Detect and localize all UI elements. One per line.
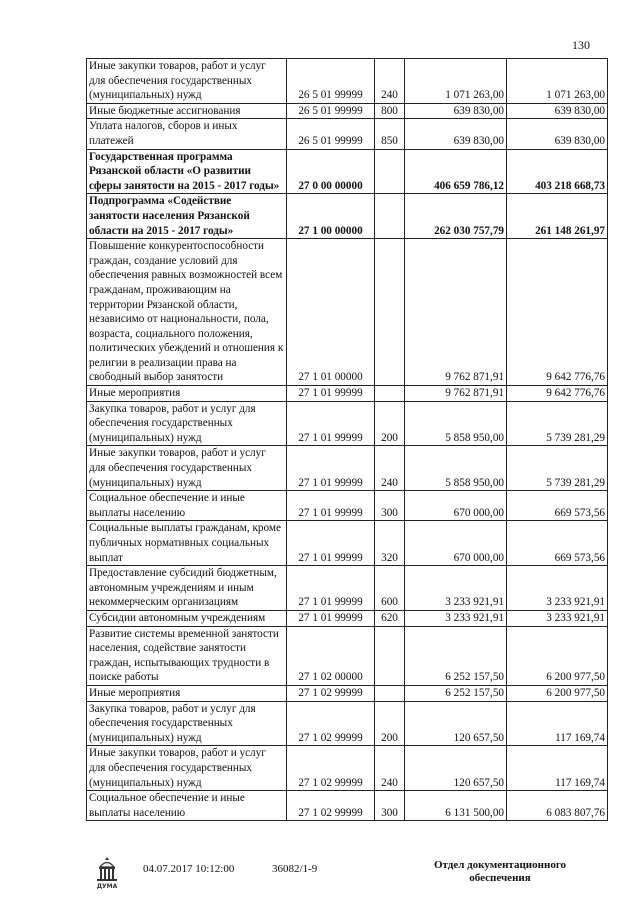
row-code-cell: 27 1 02 99999 xyxy=(287,746,375,791)
row-code-cell: 26 5 01 99999 xyxy=(287,103,375,119)
row-type-cell: 240 xyxy=(375,746,405,791)
table-row xyxy=(87,239,608,386)
row-sum-2017-cell: 9 642 776,76 xyxy=(507,386,608,402)
page-number: 130 xyxy=(572,38,590,52)
row-code-cell: 27 1 01 99999 xyxy=(287,610,375,626)
row-name-cell: Уплата налогов, сборов и иных платежей xyxy=(87,119,287,149)
table-row xyxy=(87,103,608,119)
row-name-cell: Закупка товаров, работ и услуг для обеспечения государственных (муниципальных) нужд xyxy=(87,701,287,746)
row-sum-2017-cell: 3 233 921,91 xyxy=(507,566,608,611)
row-sum-2016-cell: 6 252 157,50 xyxy=(405,685,507,701)
table-row xyxy=(87,610,608,626)
row-sum-2017-cell: 6 083 807,76 xyxy=(507,791,608,821)
row-type-cell: 200 xyxy=(375,701,405,746)
table-row xyxy=(87,491,608,521)
row-sum-2016-cell: 3 233 921,91 xyxy=(405,566,507,611)
row-sum-2016-cell: 639 830,00 xyxy=(405,119,507,149)
budget-table xyxy=(86,58,608,821)
row-sum-2017-cell: 9 642 776,76 xyxy=(507,239,608,386)
table-row xyxy=(87,59,608,104)
row-sum-2017-cell: 639 830,00 xyxy=(507,103,608,119)
budget-table-body xyxy=(87,59,608,821)
table-row xyxy=(87,119,608,149)
row-sum-2016-cell: 670 000,00 xyxy=(405,521,507,566)
row-sum-2017-cell: 3 233 921,91 xyxy=(507,610,608,626)
row-sum-2017-cell: 117 169,74 xyxy=(507,701,608,746)
row-code-cell: 27 1 01 99999 xyxy=(287,401,375,446)
row-name-cell: Развитие системы временной занятости населения, содействие занятости граждан, испытывающих трудности в поиске работы xyxy=(87,626,287,685)
footer-date: 04.07.2017 10:12:00 xyxy=(143,863,235,875)
duma-logo-icon xyxy=(92,855,122,891)
row-type-cell xyxy=(375,239,405,386)
table-row xyxy=(87,521,608,566)
department-line-1: Отдел документационного xyxy=(433,859,567,871)
row-sum-2017-cell: 117 169,74 xyxy=(507,746,608,791)
table-row xyxy=(87,386,608,402)
svg-text:ДУМА: ДУМА xyxy=(96,883,118,890)
row-code-cell: 27 1 01 99999 xyxy=(287,386,375,402)
row-type-cell xyxy=(375,386,405,402)
page-footer xyxy=(0,855,640,895)
row-code-cell: 27 1 01 99999 xyxy=(287,491,375,521)
row-type-cell: 300 xyxy=(375,791,405,821)
row-sum-2017-cell: 669 573,56 xyxy=(507,521,608,566)
row-name-cell: Иные закупки товаров, работ и услуг для обеспечения государственных (муниципальных) нужд xyxy=(87,746,287,791)
row-code-cell: 27 1 02 00000 xyxy=(287,626,375,685)
row-name-cell: Иные мероприятия xyxy=(87,386,287,402)
row-name-cell: Предоставление субсидий бюджетным, автономным учреждениям и иным некоммерческим организациям xyxy=(87,566,287,611)
row-type-cell: 600 xyxy=(375,566,405,611)
table-row xyxy=(87,566,608,611)
footer-department xyxy=(430,859,570,885)
row-sum-2016-cell: 6 131 500,00 xyxy=(405,791,507,821)
department-line-2: обеспечения xyxy=(469,872,531,884)
row-sum-2016-cell: 262 030 757,79 xyxy=(405,194,507,239)
row-type-cell xyxy=(375,685,405,701)
row-name-cell: Иные мероприятия xyxy=(87,685,287,701)
row-name-cell: Социальные выплаты гражданам, кроме публичных нормативных социальных выплат xyxy=(87,521,287,566)
row-sum-2016-cell: 9 762 871,91 xyxy=(405,386,507,402)
row-type-cell: 240 xyxy=(375,59,405,104)
table-row xyxy=(87,701,608,746)
row-sum-2017-cell: 6 200 977,50 xyxy=(507,626,608,685)
row-name-cell: Закупка товаров, работ и услуг для обеспечения государственных (муниципальных) нужд xyxy=(87,401,287,446)
row-type-cell xyxy=(375,149,405,194)
row-sum-2016-cell: 1 071 263,00 xyxy=(405,59,507,104)
row-code-cell: 27 1 02 99999 xyxy=(287,791,375,821)
footer-doc-number: 36082/1-9 xyxy=(272,863,318,875)
row-name-cell: Субсидии автономным учреждениям xyxy=(87,610,287,626)
row-sum-2016-cell: 6 252 157,50 xyxy=(405,626,507,685)
row-code-cell: 27 1 00 00000 xyxy=(287,194,375,239)
row-sum-2016-cell: 120 657,50 xyxy=(405,701,507,746)
table-row xyxy=(87,401,608,446)
row-name-cell: Иные закупки товаров, работ и услуг для обеспечения государственных (муниципальных) нужд xyxy=(87,446,287,491)
row-name-cell: Государственная программа Рязанской области «О развитии сферы занятости на 2015 - 2017 годы» xyxy=(87,149,287,194)
row-name-cell: Социальное обеспечение и иные выплаты населению xyxy=(87,791,287,821)
row-name-cell: Подпрограмма «Содействие занятости населения Рязанской области на 2015 - 2017 годы» xyxy=(87,194,287,239)
table-row xyxy=(87,746,608,791)
row-sum-2017-cell: 403 218 668,73 xyxy=(507,149,608,194)
row-name-cell: Повышение конкурентоспособности граждан, создание условий для обеспечения равных возможностей всем гражданам, проживающим на территории Рязанской области, независимо от национальности, пола, возраста, социального положения, политических убеждений и отношения к религии в реализации права на свободный выбор занятости xyxy=(87,239,287,386)
row-sum-2016-cell: 9 762 871,91 xyxy=(405,239,507,386)
row-code-cell: 26 5 01 99999 xyxy=(287,119,375,149)
row-code-cell: 26 5 01 99999 xyxy=(287,59,375,104)
row-code-cell: 27 0 00 00000 xyxy=(287,149,375,194)
row-name-cell: Социальное обеспечение и иные выплаты населению xyxy=(87,491,287,521)
row-type-cell: 850 xyxy=(375,119,405,149)
row-sum-2016-cell: 5 858 950,00 xyxy=(405,446,507,491)
table-row xyxy=(87,194,608,239)
row-type-cell: 620 xyxy=(375,610,405,626)
row-type-cell xyxy=(375,626,405,685)
row-type-cell: 800 xyxy=(375,103,405,119)
table-row xyxy=(87,685,608,701)
table-row xyxy=(87,791,608,821)
row-code-cell: 27 1 02 99999 xyxy=(287,701,375,746)
row-sum-2017-cell: 5 739 281,29 xyxy=(507,446,608,491)
row-sum-2017-cell: 6 200 977,50 xyxy=(507,685,608,701)
row-type-cell: 240 xyxy=(375,446,405,491)
row-code-cell: 27 1 01 99999 xyxy=(287,566,375,611)
row-sum-2016-cell: 670 000,00 xyxy=(405,491,507,521)
row-sum-2017-cell: 1 071 263,00 xyxy=(507,59,608,104)
row-type-cell: 200 xyxy=(375,401,405,446)
row-name-cell: Иные закупки товаров, работ и услуг для обеспечения государственных (муниципальных) нужд xyxy=(87,59,287,104)
row-sum-2016-cell: 5 858 950,00 xyxy=(405,401,507,446)
row-sum-2017-cell: 669 573,56 xyxy=(507,491,608,521)
row-code-cell: 27 1 01 00000 xyxy=(287,239,375,386)
table-row xyxy=(87,446,608,491)
row-code-cell: 27 1 01 99999 xyxy=(287,446,375,491)
table-row xyxy=(87,149,608,194)
row-sum-2017-cell: 5 739 281,29 xyxy=(507,401,608,446)
row-sum-2016-cell: 639 830,00 xyxy=(405,103,507,119)
row-type-cell xyxy=(375,194,405,239)
row-sum-2016-cell: 3 233 921,91 xyxy=(405,610,507,626)
row-type-cell: 300 xyxy=(375,491,405,521)
row-code-cell: 27 1 01 99999 xyxy=(287,521,375,566)
row-sum-2017-cell: 261 148 261,97 xyxy=(507,194,608,239)
row-sum-2017-cell: 639 830,00 xyxy=(507,119,608,149)
row-sum-2016-cell: 406 659 786,12 xyxy=(405,149,507,194)
row-type-cell: 320 xyxy=(375,521,405,566)
row-name-cell: Иные бюджетные ассигнования xyxy=(87,103,287,119)
row-code-cell: 27 1 02 99999 xyxy=(287,685,375,701)
row-sum-2016-cell: 120 657,50 xyxy=(405,746,507,791)
table-row xyxy=(87,626,608,685)
